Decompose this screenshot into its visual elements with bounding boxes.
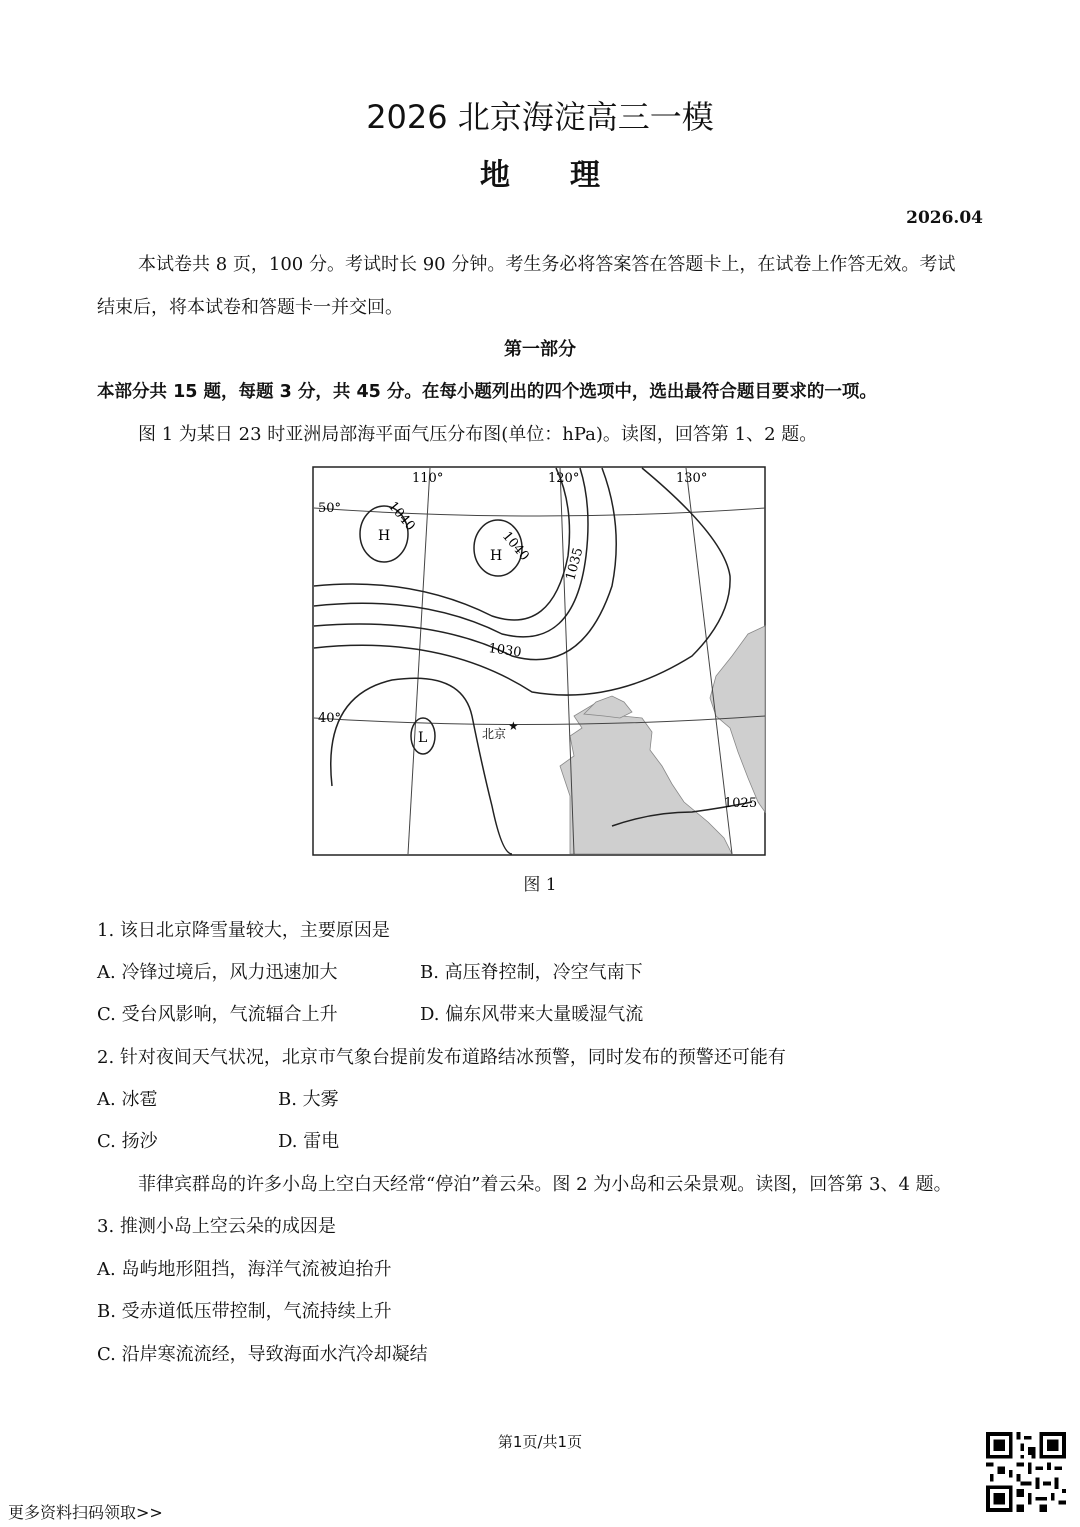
isobar-label-1025: 1025 [724, 796, 758, 811]
high-pressure-central-label: H [490, 548, 503, 564]
isobar-label-1040-central: 1040 [498, 528, 532, 564]
q1-option-a: A. 冷锋过境后，风力迅速加大 [97, 962, 338, 983]
intro-line-1: 本试卷共 8 页，100 分。考试时长 90 分钟。考生务必将答案答在答题卡上，在试卷上作答无效。考试 [138, 254, 956, 275]
isobar-label-1030: 1030 [487, 641, 523, 661]
exam-title: 2026 北京海淀高三一模 [366, 98, 714, 136]
q2-option-b: B. 大雾 [278, 1089, 339, 1110]
intro-line-2: 结束后，将本试卷和答题卡一并交回。 [97, 297, 403, 318]
part-heading: 第一部分 [504, 339, 576, 360]
lon-label-120: 120° [548, 471, 580, 486]
beijing-label: 北京 [482, 727, 507, 741]
high-pressure-west-label: H [378, 528, 391, 544]
figure1-caption: 图 1 [523, 875, 557, 895]
more-resources-link[interactable]: 更多资料扫码领取>> [8, 1503, 163, 1522]
figure2-intro: 菲律宾群岛的许多小岛上空白天经常“停泊”着云朵。图 2 为小岛和云朵景观。读图，回答第 3、4 题。 [138, 1174, 952, 1195]
lon-label-110: 110° [412, 471, 444, 486]
q1-option-b: B. 高压脊控制，冷空气南下 [420, 962, 643, 983]
qr-code[interactable] [986, 1432, 1066, 1512]
part-instruction: 本部分共 15 题，每题 3 分，共 45 分。在每小题列出的四个选项中，选出最符合题目要求的一项。 [97, 382, 877, 402]
q1-stem: 1. 该日北京降雪量较大，主要原因是 [97, 920, 390, 941]
lat-label-50: 50° [318, 501, 342, 516]
beijing-star-icon: ★ [508, 719, 519, 733]
q3-option-b: B. 受赤道低压带控制，气流持续上升 [97, 1301, 392, 1322]
lat-label-40: 40° [318, 711, 342, 726]
q2-stem: 2. 针对夜间天气状况，北京市气象台提前发布道路结冰预警，同时发布的预警还可能有 [97, 1047, 786, 1068]
q1-option-d: D. 偏东风带来大量暖湿气流 [420, 1004, 644, 1025]
isobar-label-1035: 1035 [563, 546, 587, 583]
figure1-map [312, 466, 766, 856]
q2-option-c: C. 扬沙 [97, 1131, 158, 1152]
q2-option-a: A. 冰雹 [97, 1089, 158, 1110]
exam-subject: 地理 [480, 158, 660, 193]
q1-option-c: C. 受台风影响，气流辐合上升 [97, 1004, 338, 1025]
q3-stem: 3. 推测小岛上空云朵的成因是 [97, 1216, 336, 1237]
isobar-label-1040-west: 1040 [384, 498, 418, 534]
figure1-intro: 图 1 为某日 23 时亚洲局部海平面气压分布图(单位：hPa)。读图，回答第 1、2 题。 [138, 424, 818, 445]
q3-option-c: C. 沿岸寒流流经，导致海面水汽冷却凝结 [97, 1344, 428, 1365]
exam-date: 2026.04 [906, 208, 983, 228]
map-frame [313, 467, 765, 855]
q2-option-d: D. 雷电 [278, 1131, 340, 1152]
page-number: 第1页/共1页 [497, 1433, 583, 1451]
lon-label-130: 130° [676, 471, 708, 486]
q3-option-a: A. 岛屿地形阻挡，海洋气流被迫抬升 [97, 1259, 392, 1280]
low-pressure-label: L [418, 730, 428, 746]
